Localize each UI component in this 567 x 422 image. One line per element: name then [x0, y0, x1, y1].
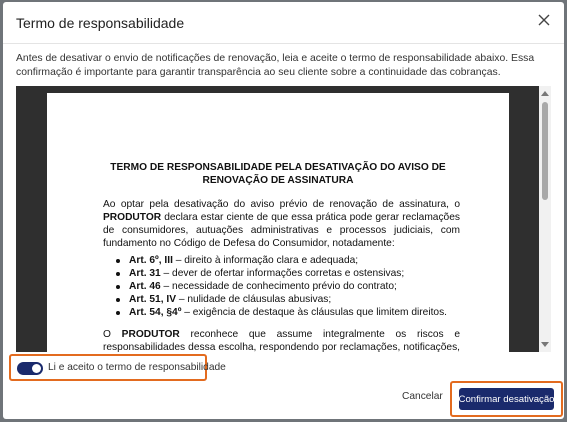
agreement-label[interactable]: Li e aceito o termo de responsabilidade [48, 362, 226, 373]
list-item: Art. 6º, III – direito à informação clara e adequada; [113, 254, 453, 267]
document-viewer[interactable] [16, 86, 551, 352]
modal-title: Termo de responsabilidade [16, 15, 185, 31]
document-page [47, 93, 509, 352]
scroll-thumb[interactable] [542, 102, 548, 200]
confirm-deactivation-button[interactable]: Confirmar desativação [459, 388, 554, 410]
document-title: TERMO DE RESPONSABILIDADE PELA DESATIVAÇÃO DO AVISO DE RENOVAÇÃO DE ASSINATURA [110, 162, 446, 186]
list-item: Art. 51, IV – nulidade de cláusulas abusivas; [113, 293, 453, 306]
document-paragraph-2: O PRODUTOR reconhece que assume integralmente os riscos e responsabilidades dessa escolha, respondendo por reclamações, notificações, [103, 329, 460, 352]
document-paragraph-1: Ao optar pela desativação do aviso prévio de renovação de assinatura, o PRODUTOR declara estar ciente de que essa prática pode gerar reclamações de consumidores, autuações administrativas e processos judiciais, com fundamento no Código de Defesa do Consumidor, notadamente: [103, 199, 460, 249]
list-item: Art. 46 – necessidade de conhecimento prévio do contrato; [113, 280, 453, 293]
modal-header [3, 2, 564, 44]
list-item: Art. 54, §4º – exigência de destaque às cláusulas que limitem direitos. [113, 306, 453, 319]
articles-list [113, 254, 453, 319]
confirm-button-highlight [450, 381, 563, 417]
list-item: Art. 31 – dever de ofertar informações corretas e ostensivas; [113, 267, 453, 280]
close-icon[interactable] [536, 12, 552, 28]
cancel-button[interactable]: Cancelar [402, 391, 443, 402]
document-scrollbar[interactable] [539, 86, 551, 352]
intro-text: Antes de desativar o envio de notificações de renovação, leia e aceite o termo de responsabilidade abaixo. Essa confirmação é importante para garantir transparência ao seu cliente sobre a continuidade das cobranças. [16, 53, 535, 78]
scroll-down-icon[interactable] [541, 342, 549, 347]
responsibility-modal [3, 2, 564, 419]
agreement-toggle[interactable] [17, 362, 43, 375]
agreement-toggle-row [9, 354, 226, 381]
toggle-knob [32, 364, 41, 373]
scroll-up-icon[interactable] [541, 91, 549, 96]
